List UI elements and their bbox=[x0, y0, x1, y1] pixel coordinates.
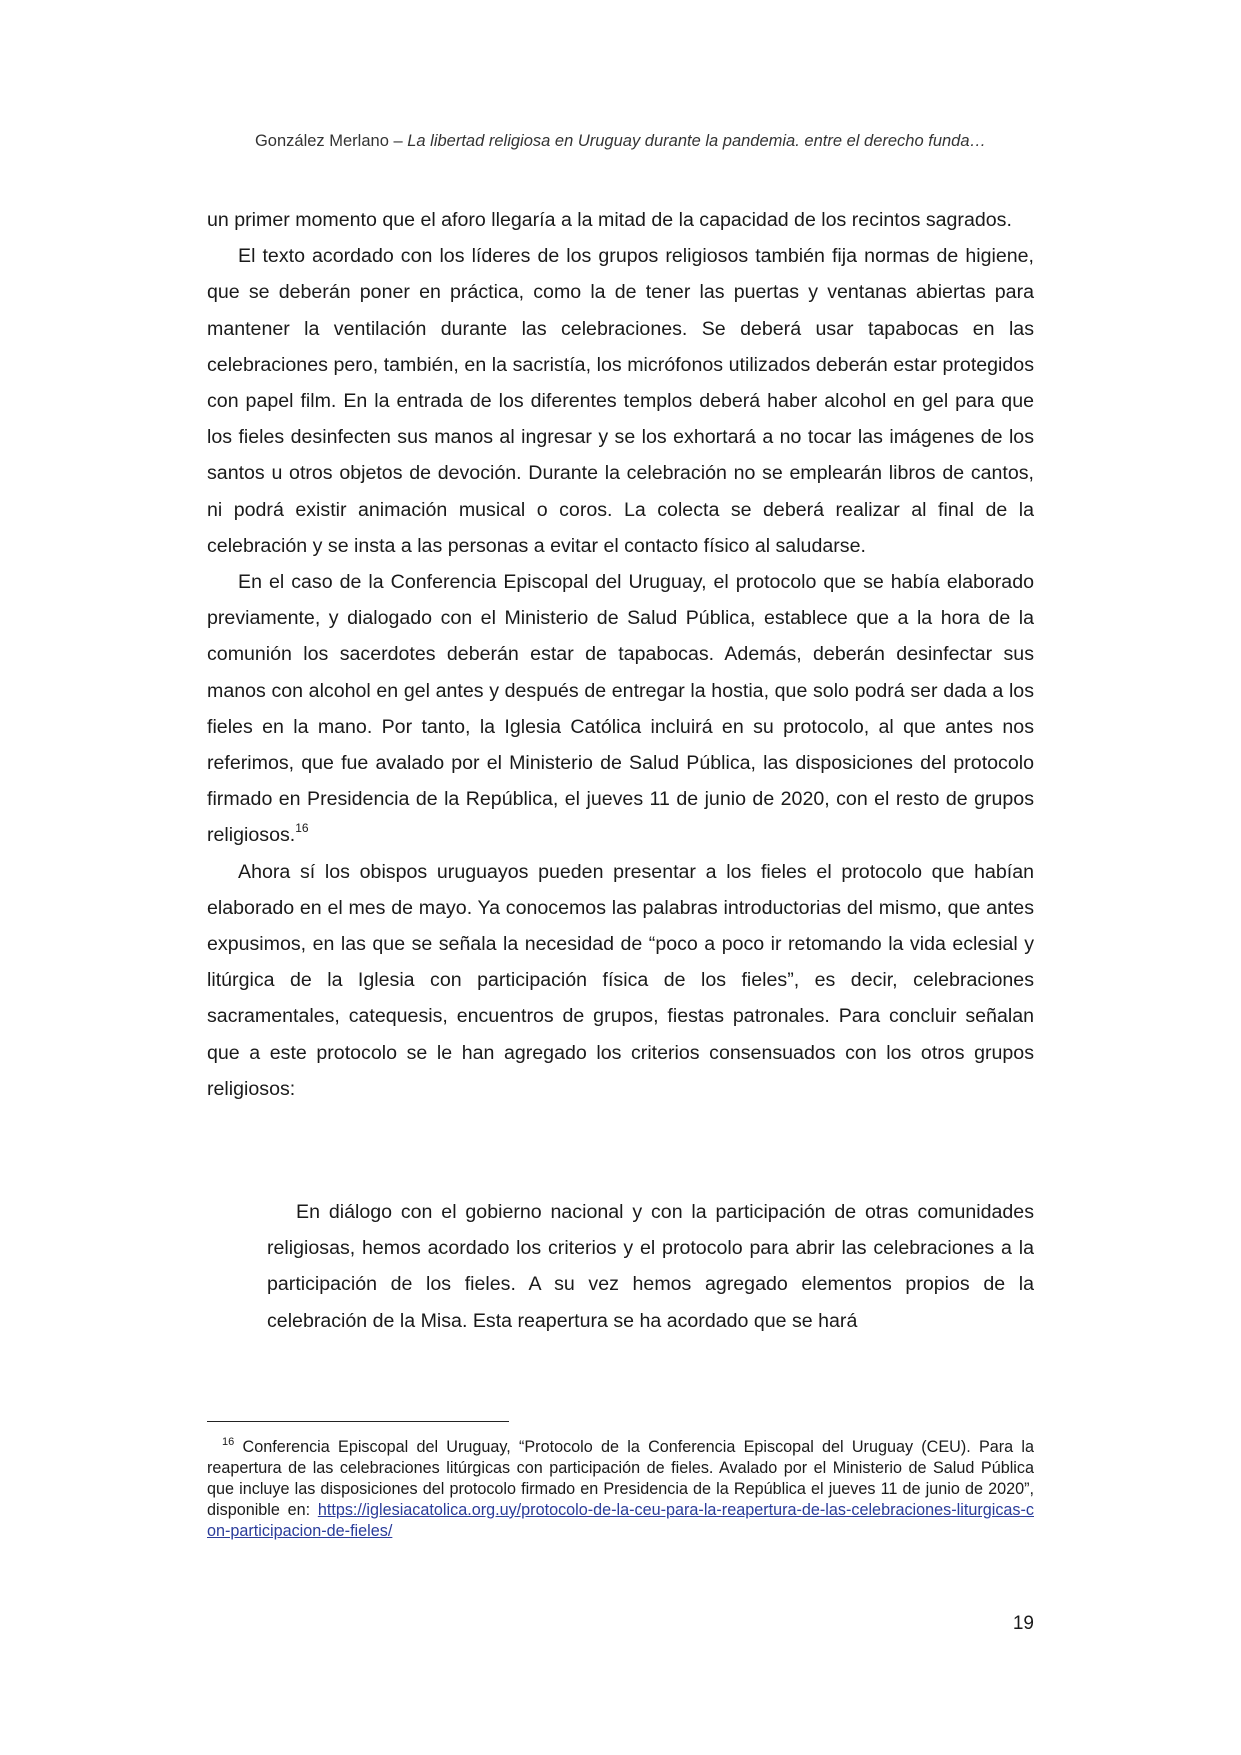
block-quote bbox=[267, 1194, 1034, 1339]
running-header bbox=[0, 132, 1241, 151]
footnote-separator bbox=[207, 1421, 509, 1422]
paragraph-1: un primer momento que el aforo llegaría a la mitad de la capacidad de los recintos sagrados. bbox=[207, 209, 1012, 231]
footnote-number: 16 bbox=[222, 1436, 235, 1448]
header-author: González Merlano bbox=[254, 132, 389, 150]
block-quote-text: En diálogo con el gobierno nacional y con la participación de otras comunidades religiosas, hemos acordado los criterios y el protocolo para abrir las celebraciones a la participación de los fieles. A su vez hemos agregado elementos propios de la celebración de la Misa. Esta reapertura se ha acordado que se hará bbox=[267, 1201, 1034, 1332]
footnote bbox=[207, 1437, 1034, 1542]
footnote-reference[interactable]: 16 bbox=[295, 821, 309, 836]
header-title: La libertad religiosa en Uruguay durante la pandemia. entre el derecho funda… bbox=[407, 132, 987, 150]
paragraph-2: El texto acordado con los líderes de los grupos religiosos también fija normas de higiene, que se deberán poner en práctica, como la de tener las puertas y ventanas abiertas para mantener la ventilación durante las celebraciones. Se deberá usar tapabocas en las celebraciones pero, también, en la sacristía, los micrófonos utilizados deberán estar protegidos con papel film. En la entrada de los diferentes templos deberá haber alcohol en gel para que los fieles desinfecten sus manos al ingresar y se los exhortará a no tocar las imágenes de los santos u otros objetos de devoción. Durante la celebración no se emplearán libros de cantos, ni podrá existir animación musical o coros. La colecta se deberá realizar al final de la celebración y se insta a las personas a evitar el contacto físico al saludarse. bbox=[207, 245, 1034, 557]
footnote-16 bbox=[207, 1437, 1034, 1542]
footnote-link[interactable]: https://iglesiacatolica.org.uy/protocolo-de-la-ceu-para-la-reapertura-de-las-celebraciones-liturgicas-con-participacion-de-fieles/ bbox=[207, 1501, 1034, 1540]
footnote-text: Conferencia Episcopal del Uruguay, “Protocolo de la Conferencia Episcopal del Uruguay (CEU). Para la reapertura de las celebraciones litúrgicas con participación de fieles. Avalado por el Ministerio de Salud Pública que incluye las disposiciones del protocolo firmado en Presidencia de la República el jueves 11 de junio de 2020”, disponible en: bbox=[207, 1438, 1034, 1519]
body-text bbox=[207, 202, 1034, 1107]
paragraph-3-text: En el caso de la Conferencia Episcopal del Uruguay, el protocolo que se había elaborado previamente, y dialogado con el Ministerio de Salud Pública, establece que a la hora de la comunión los sacerdotes deberán estar de tapabocas. Además, deberán desinfectar sus manos con alcohol en gel antes y después de entregar la hostia, que solo podrá ser dada a los fieles en la mano. Por tanto, la Iglesia Católica incluirá en su protocolo, al que antes nos referimos, que fue avalado por el Ministerio de Salud Pública, las disposiciones del protocolo firmado en Presidencia de la República, el jueves 11 de junio de 2020, con el resto de grupos religiosos. bbox=[207, 571, 1034, 847]
header-separator: – bbox=[388, 132, 408, 150]
paragraph-3 bbox=[207, 564, 1034, 854]
page-number: 19 bbox=[1012, 1613, 1034, 1634]
paragraph-4: Ahora sí los obispos uruguayos pueden presentar a los fieles el protocolo que habían elaborado en el mes de mayo. Ya conocemos las palabras introductorias del mismo, que antes expusimos, en las que se señala la necesidad de “poco a poco ir retomando la vida eclesial y litúrgica de la Iglesia con participación física de los fieles”, es decir, celebraciones sacramentales, catequesis, encuentros de grupos, fiestas patronales. Para concluir señalan que a este protocolo se le han agregado los criterios consensuados con los otros grupos religiosos: bbox=[207, 860, 1034, 1100]
